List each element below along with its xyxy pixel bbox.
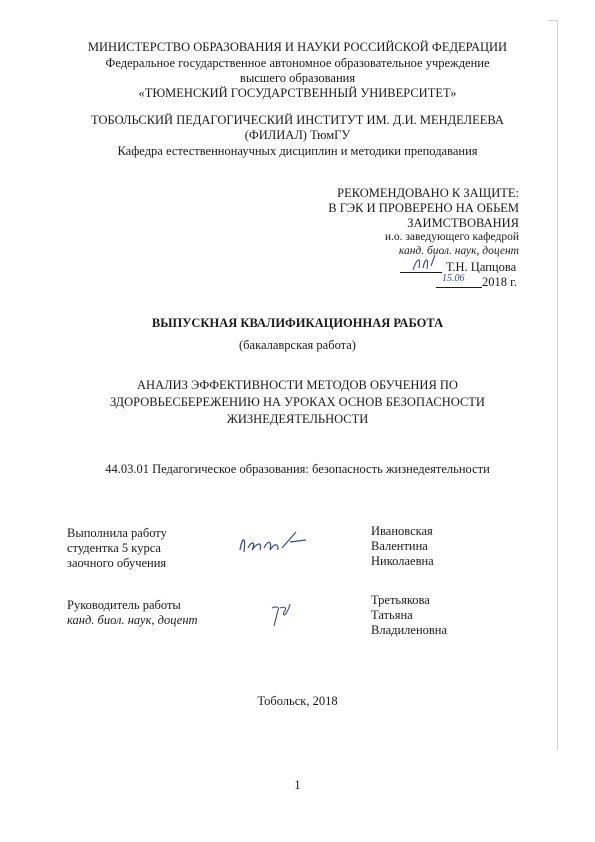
work-subtype: (бакалаврская работа) — [239, 338, 356, 352]
student-label-1: Выполнила работу — [67, 526, 167, 540]
date-underline — [436, 287, 482, 288]
date-year: 2018 г. — [482, 275, 517, 289]
approval-degree: канд. биол. наук, доцент — [398, 245, 519, 257]
supervisor-surname: Третьякова — [371, 593, 430, 607]
city-year: Тобольск, 2018 — [257, 694, 338, 708]
institution-type-line-1: Федеральное государственное автономное образовательное учреждение — [105, 56, 490, 70]
topic-line-2: ЗДОРОВЬЕСБЕРЕЖЕНИЮ НА УРОКАХ ОСНОВ БЕЗОПАСНОСТИ — [110, 395, 485, 409]
approval-line-3: ЗАИМСТВОВАНИЯ — [407, 216, 519, 230]
head-signature — [405, 252, 445, 274]
specialty-line: 44.03.01 Педагогическое образования: безопасность жизнедеятельности — [105, 462, 490, 476]
date-handwritten: 15.06 — [442, 273, 465, 284]
scan-edge-top — [548, 20, 558, 21]
student-patronymic: Николаевна — [371, 554, 434, 568]
supervisor-first-name: Татьяна — [371, 608, 413, 622]
supervisor-patronymic: Владиленовна — [371, 623, 448, 637]
approval-line-1: РЕКОМЕНДОВАНО К ЗАЩИТЕ: — [337, 186, 519, 200]
university-name: «ТЮМЕНСКИЙ ГОСУДАРСТВЕННЫЙ УНИВЕРСИТЕТ» — [138, 86, 457, 100]
student-signature — [234, 528, 314, 560]
supervisor-label-2: канд. биол. наук, доцент — [67, 613, 198, 627]
institution-type-line-2: высшего образования — [239, 71, 356, 85]
approval-line-2: В ГЭК И ПРОВЕРЕНО НА ОБЬЕМ — [328, 201, 519, 215]
supervisor-label-1: Руководитель работы — [67, 598, 181, 612]
student-surname: Ивановская — [371, 524, 433, 538]
ministry-line: МИНИСТЕРСТВО ОБРАЗОВАНИЯ И НАУКИ РОССИЙСКОЙ ФЕДЕРАЦИИ — [87, 40, 508, 54]
head-name: Т.Н. Цапцова — [446, 260, 517, 274]
branch-line-1: ТОБОЛЬСКИЙ ПЕДАГОГИЧЕСКИЙ ИНСТИТУТ ИМ. Д.И. МЕНДЕЛЕЕВА — [91, 113, 504, 127]
department-line: Кафедра естественнонаучных дисциплин и методики преподавания — [117, 144, 478, 158]
work-type-title: ВЫПУСКНАЯ КВАЛИФИКАЦИОННАЯ РАБОТА — [151, 316, 444, 330]
branch-line-2: (ФИЛИАЛ) ТюмГУ — [244, 128, 351, 142]
page-number: 1 — [294, 778, 301, 792]
topic-line-1: АНАЛИЗ ЭФФЕКТИВНОСТИ МЕТОДОВ ОБУЧЕНИЯ ПО — [137, 378, 458, 392]
supervisor-signature — [266, 598, 298, 630]
student-label-3: заочного обучения — [67, 556, 167, 570]
approval-position: и.о. заведующего кафедрой — [384, 231, 519, 243]
student-first-name: Валентина — [371, 539, 428, 553]
topic-line-3: ЖИЗНЕДЕЯТЕЛЬНОСТИ — [226, 412, 369, 426]
student-label-2: студентка 5 курса — [67, 541, 161, 555]
